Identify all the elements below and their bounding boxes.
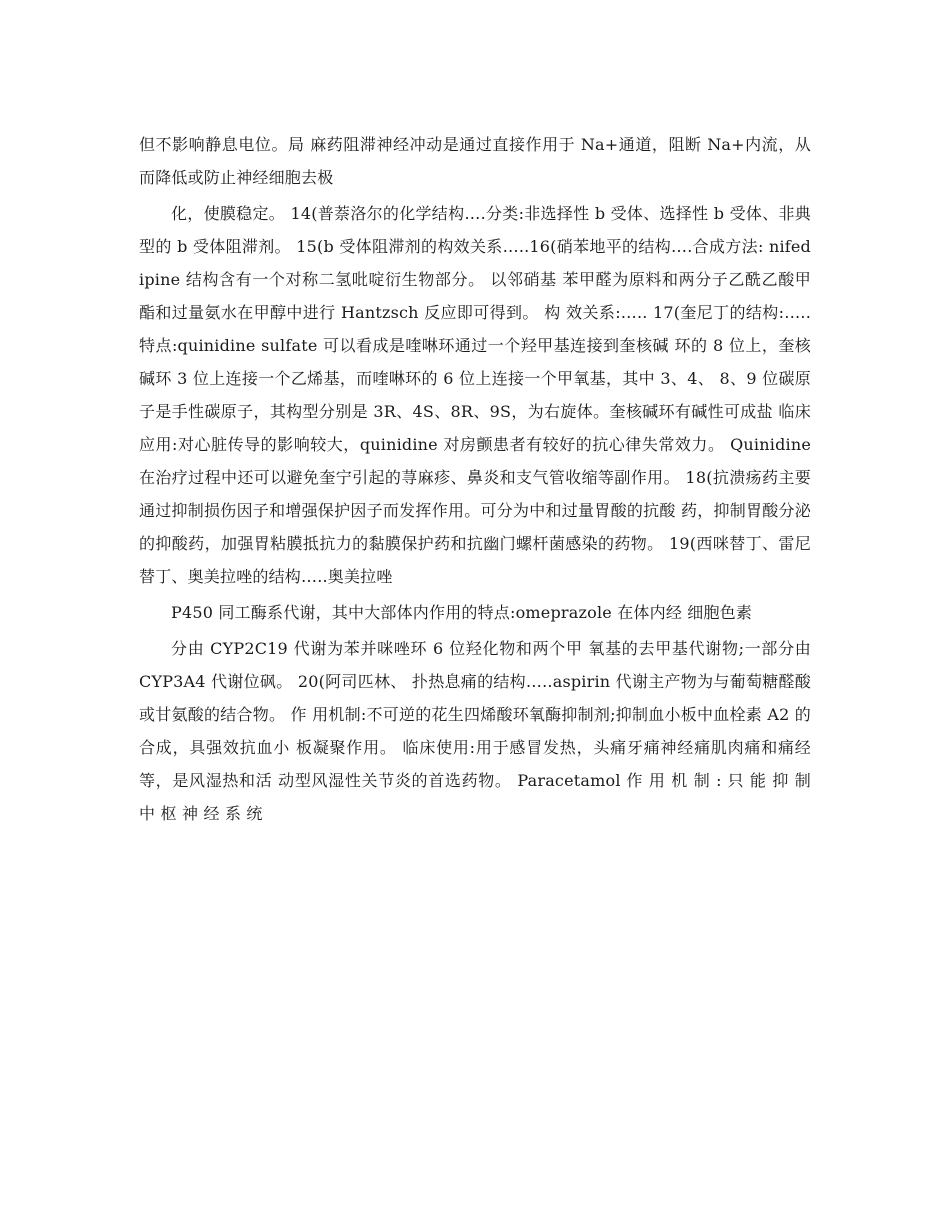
paragraph-2: 化，使膜稳定。 14(普萘洛尔的化学结构….分类:非选择性 b 受体、选择性 b 受体、非典型的 b 受体阻滞剂。 15(b 受体阻滞剂的构效关系…..16(硝苯地平的结构….合成方法: nifedipine 结构含有一个对称二氢吡啶衍生物部分。 以邻硝基 苯甲醛为原料和两分子乙酰乙酸甲酯和过量氨水在甲醇中进行 Hantzsch 反应即可得到。 构 效关系:….. 17(奎尼丁的结构:…..特点:quinidine sulfate 可以看成是喹啉环通过一个羟甲基连接到奎核碱 环的 8 位上，奎核碱环 3 位上连接一个乙烯基，而喹啉环的 6 位上连接一个甲氧基，其中 3、4、 8、9 位碳原子是手性碳原子，其构型分别是 3R、4S、8R、9S，为右旋体。奎核碱环有碱性可成盐 临床应用:对心脏传导的影响较大，quinidine 对房颤患者有较好的抗心律失常效力。 Quinidine 在治疗过程中还可以避免奎宁引起的荨麻疹、鼻炎和支气管收缩等副作用。 18(抗溃疡药主要通过抑制损伤因子和增强保护因子而发挥作用。可分为中和过量胃酸的抗酸 药，抑制胃酸分泌的抑酸药，加强胃粘膜抵抗力的黏膜保护药和抗幽门螺杆菌感染的药物。 19(西咪替丁、雷尼替丁、奥美拉唑的结构…..奥美拉唑 [139, 204, 811, 586]
paragraph-3: P450 同工酶系代谢，其中大部体内作用的特点:omeprazole 在体内经 细胞色素 [171, 603, 753, 622]
paragraph-4: 分由 CYP2C19 代谢为苯并咪唑环 6 位羟化物和两个甲 氧基的去甲基代谢物;一部分由 CYP3A4 代谢位砜。 20(阿司匹林、 扑热息痛的结构…..aspirin 代谢主产物为与葡萄糖醛酸或甘氨酸的结合物。 作 用机制:不可逆的花生四烯酸环氧酶抑制剂;抑制血小板中血栓素 A2 的合成，具强效抗血小 板凝聚作用。 临床使用:用于感冒发热，头痛牙痛神经痛肌肉痛和痛经等，是风湿热和活 动型风湿性关节炎的首选药物。 Paracetamol 作 用 机 制 : 只 能 抑 制 中 枢 神 经 系 统 [139, 639, 811, 823]
document-body [139, 128, 811, 833]
paragraph-1: 但不影响静息电位。局 麻药阻滞神经冲动是通过直接作用于 Na+通道，阻断 Na+内流，从而降低或防止神经细胞去极 [139, 135, 811, 187]
